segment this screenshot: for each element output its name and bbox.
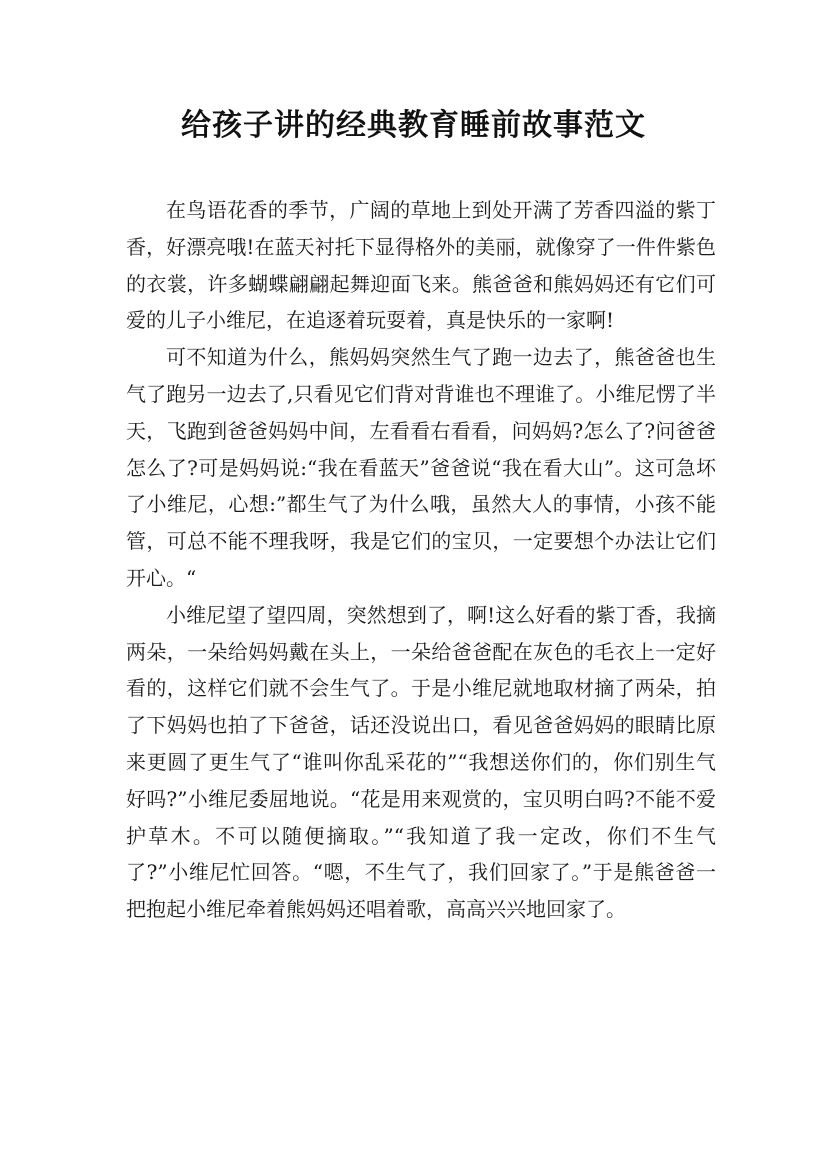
paragraph-3: 小维尼望了望四周，突然想到了，啊!这么好看的紫丁香，我摘两朵，一朵给妈妈戴在头上，一朵给爸爸配在灰色的毛衣上一定好看的，这样它们就不会生气了。于是小维尼就地取材摘了两朵，拍了下妈妈也拍了下爸爸，话还没说出口，看见爸爸妈妈的眼睛比原来更圆了更生气了“谁叫你乱采花的”“我想送你们的，你们别生气好吗?”小维尼委屈地说。“花是用来观赏的，宝贝明白吗?不能不爱护草木。不可以随便摘取。”“我知道了我一定改，你们不生气了?”小维尼忙回答。“嗯，不生气了，我们回家了。”于是熊爸爸一把抱起小维尼牵着熊妈妈还唱着歌，高高兴兴地回家了。 xyxy=(126,602,716,922)
document-body xyxy=(126,192,716,928)
document-title: 给孩子讲的经典教育睡前故事范文 xyxy=(181,108,646,143)
paragraph-1: 在鸟语花香的季节，广阔的草地上到处开满了芳香四溢的紫丁香，好漂亮哦!在蓝天衬托下显得格外的美丽，就像穿了一件件紫色的衣裳，许多蝴蝶翩翩起舞迎面飞来。熊爸爸和熊妈妈还有它们可爱的儿子小维尼，在追逐着玩耍着，真是快乐的一家啊! xyxy=(126,198,716,333)
paragraph-2: 可不知道为什么，熊妈妈突然生气了跑一边去了，熊爸爸也生气了跑另一边去了,只看见它们背对背谁也不理谁了。小维尼愣了半天，飞跑到爸爸妈妈中间，左看看右看看，问妈妈?怎么了?问爸爸怎么了?可是妈妈说:“我在看蓝天”爸爸说“我在看大山”。这可急坏了小维尼，心想:”都生气了为什么哦，虽然大人的事情，小孩不能管，可总不能不理我呀，我是它们的宝贝，一定要想个办法让它们开心。“ xyxy=(126,345,716,590)
